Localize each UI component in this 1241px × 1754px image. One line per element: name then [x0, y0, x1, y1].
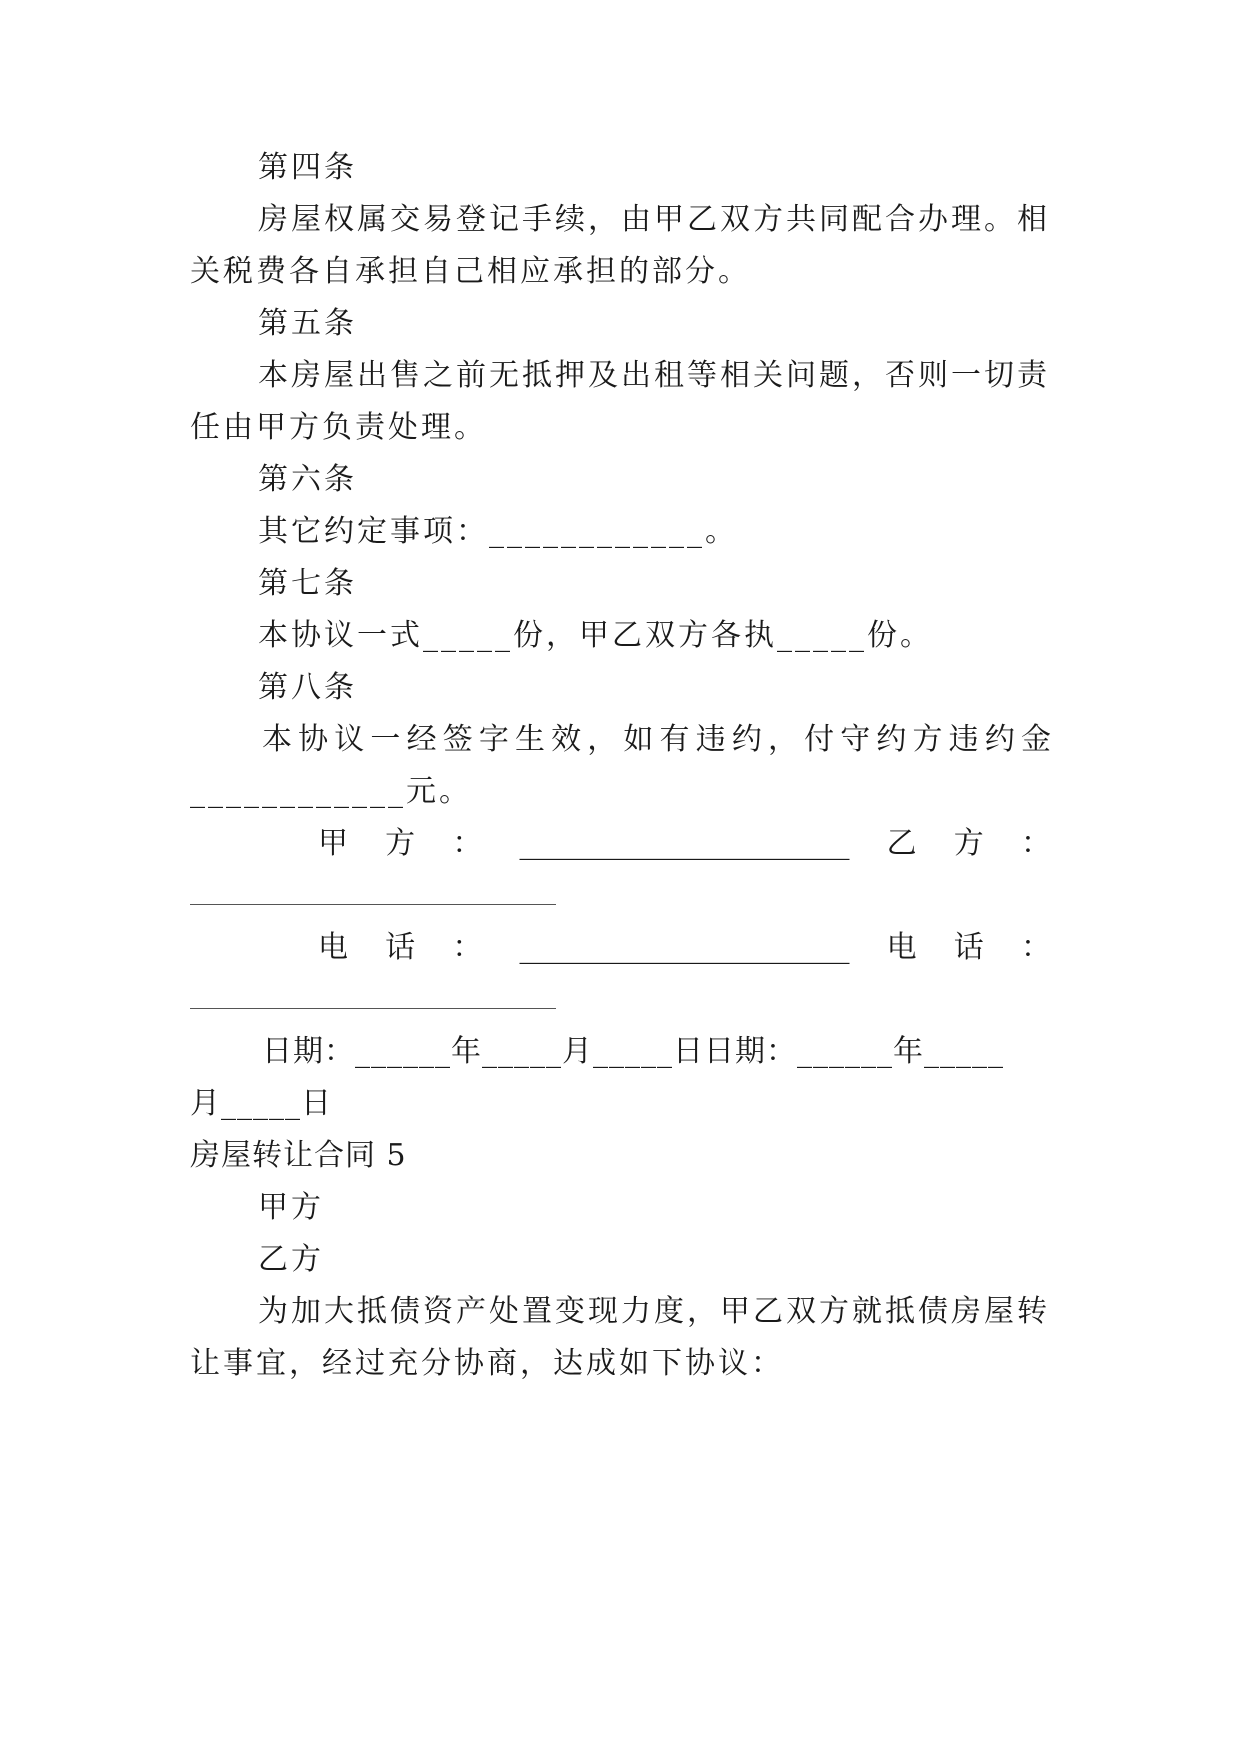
article-8-char: 守	[840, 722, 871, 757]
phone-a-blank: ______________________	[519, 930, 850, 965]
party-a-label-char: ：	[452, 826, 483, 861]
article-8-char: 付	[804, 722, 835, 757]
party-a-heading: 甲方	[258, 1190, 324, 1225]
party-b-label-char: 方	[953, 826, 984, 861]
article-8-char: ，	[587, 722, 618, 757]
phone-b-signature-rule	[190, 1008, 556, 1009]
article-8-char: 方	[912, 722, 943, 757]
article-8-char: 本	[262, 722, 292, 757]
contract-5-title: 房屋转让合同 5	[190, 1138, 407, 1173]
article-8-heading: 第八条	[258, 670, 357, 705]
party-signature-line	[0, 826, 1241, 862]
contract-5-intro-line-2: 让事宜，经过充分协商，达成如下协议：	[190, 1346, 784, 1381]
party-b-label-char: 乙	[886, 826, 917, 861]
date-line-2: 月_____日	[190, 1086, 332, 1121]
article-5-text-line-2: 任由甲方负责处理。	[190, 410, 487, 445]
article-6-heading: 第六条	[258, 462, 357, 497]
phone-b-label-char: 话	[953, 930, 984, 965]
phone-b-label-char: ：	[1020, 930, 1051, 965]
article-8-text-line-1	[0, 722, 1241, 758]
article-7-heading: 第七条	[258, 566, 357, 601]
party-a-blank: ______________________	[519, 826, 850, 861]
phone-b-label-char: 电	[886, 930, 917, 965]
article-8-char: 约	[984, 722, 1015, 757]
phone-signature-line	[0, 930, 1241, 966]
article-8-char: 经	[406, 722, 437, 757]
article-8-char: 生	[514, 722, 545, 757]
article-4-text-line-1: 房屋权属交易登记手续，由甲乙双方共同配合办理。相	[258, 202, 1050, 237]
party-b-label-char: ：	[1020, 826, 1051, 861]
article-8-char: 违	[695, 722, 726, 757]
party-b-signature-rule	[190, 904, 556, 905]
article-8-char: 约	[876, 722, 907, 757]
article-8-text-line-2: ____________元。	[190, 774, 472, 809]
article-5-heading: 第五条	[258, 306, 357, 341]
phone-a-label-char: ：	[452, 930, 483, 965]
article-5-text-line-1: 本房屋出售之前无抵押及出租等相关问题，否则一切责	[258, 358, 1050, 393]
article-6-text: 其它约定事项：____________。	[258, 514, 738, 549]
article-8-char: 如	[623, 722, 654, 757]
article-7-text: 本协议一式_____份，甲乙双方各执_____份。	[258, 618, 933, 653]
article-8-char: 协	[298, 722, 329, 757]
date-line-1: 日期：______年_____月_____日日期：______年_____	[262, 1034, 1004, 1069]
article-8-char: 签	[442, 722, 473, 757]
party-a-label-char: 甲	[318, 826, 348, 861]
article-8-char: 违	[948, 722, 979, 757]
article-8-char: 约	[731, 722, 762, 757]
article-8-char: ，	[767, 722, 798, 757]
phone-a-label-char: 电	[318, 930, 348, 965]
article-8-char: 一	[370, 722, 401, 757]
article-8-char: 金	[1020, 722, 1051, 757]
contract-5-intro-line-1: 为加大抵债资产处置变现力度，甲乙双方就抵债房屋转	[258, 1294, 1050, 1329]
article-4-heading: 第四条	[258, 150, 357, 185]
party-a-label-char: 方	[385, 826, 416, 861]
article-4-text-line-2: 关税费各自承担自己相应承担的部分。	[190, 254, 751, 289]
party-b-heading: 乙方	[258, 1242, 324, 1277]
phone-a-label-char: 话	[385, 930, 416, 965]
article-8-char: 效	[551, 722, 582, 757]
article-8-char: 字	[478, 722, 509, 757]
article-8-char: 有	[659, 722, 690, 757]
article-8-char: 议	[334, 722, 365, 757]
